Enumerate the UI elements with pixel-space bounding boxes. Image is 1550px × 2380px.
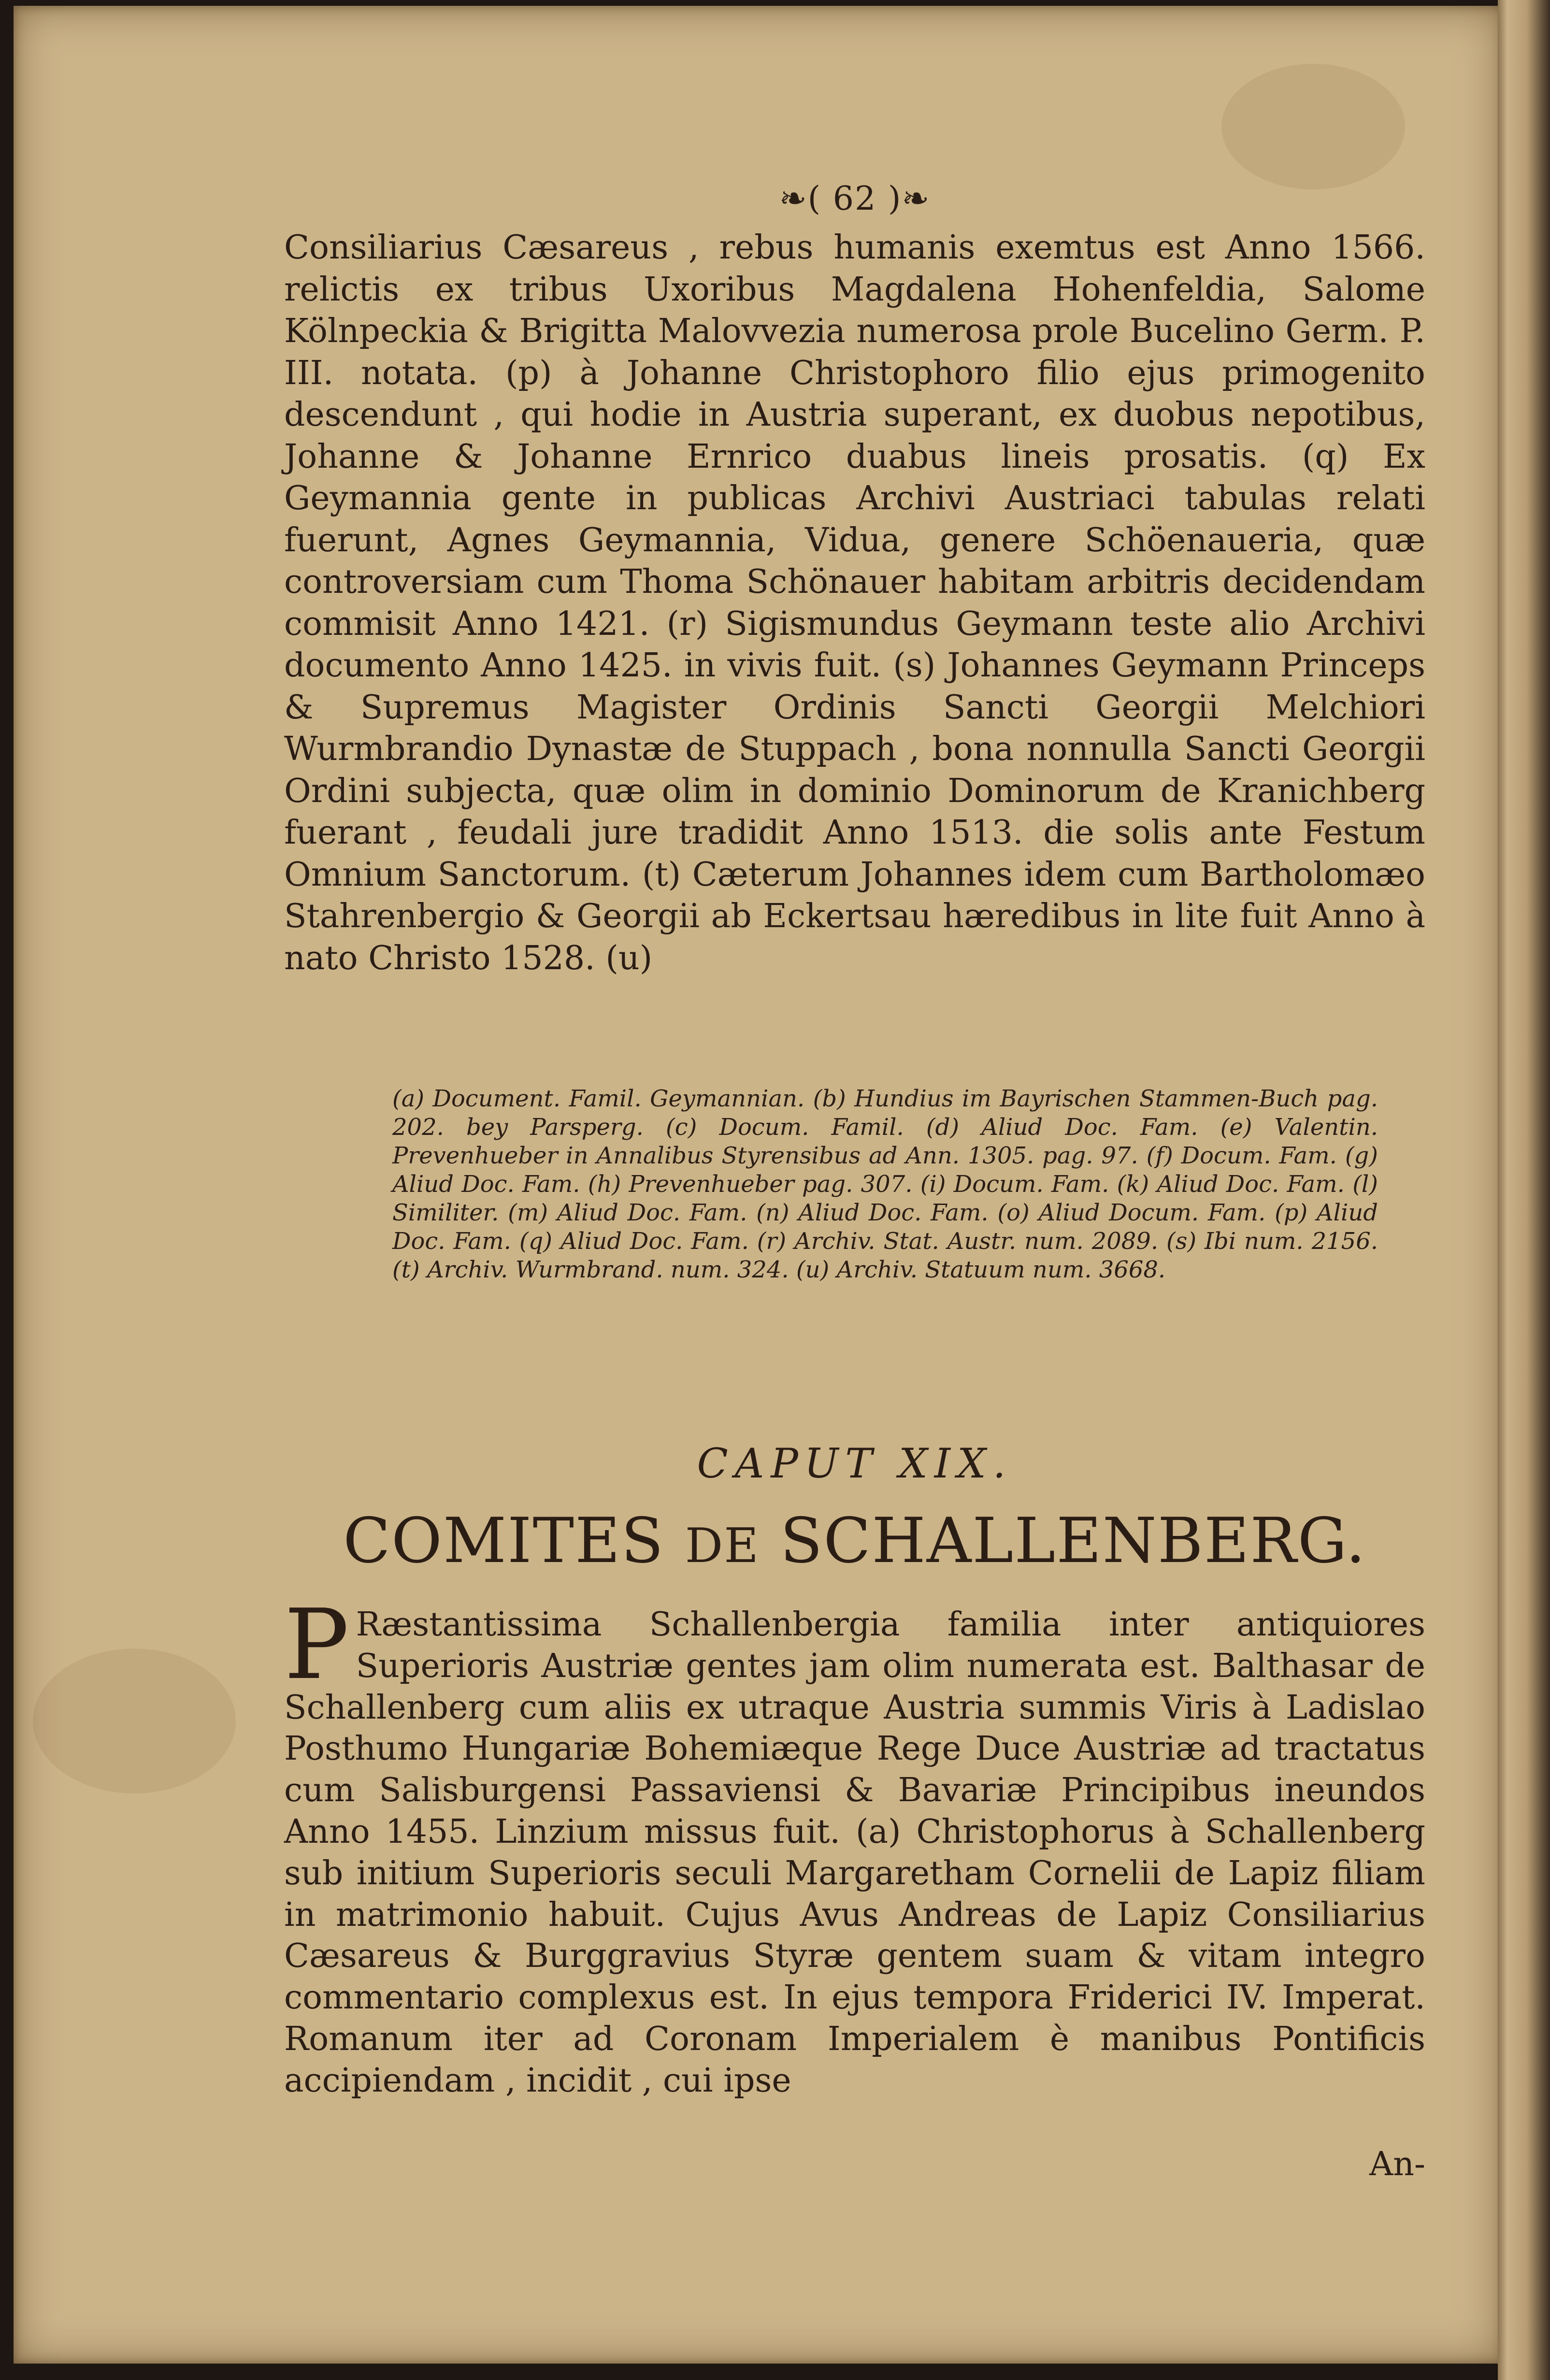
page-gutter	[1498, 0, 1550, 2380]
catchword: An-	[1369, 2145, 1425, 2183]
chapter-title-part: DE	[685, 1519, 760, 1574]
chapter-paragraph-text: Ræstantissima Schallenbergia familia inter antiquiores Superioris Austriæ gentes jam olim numerata est. Balthasar de Schallenberg cum aliis ex utraque Austria summis Viris à Ladislao Posthumo Hungariæ Bohemiæque Rege Duce Austriæ ad tractatus cum Salisburgensi Passaviensi & Bavariæ Principibus ineundos Anno 1455. Linzium missus fuit. (a) Christophorus à Schallenberg sub initium Superioris seculi Margaretham Cornelii de Lapiz filiam in matrimonio habuit. Cujus Avus Andreas de Lapiz Consiliarius Cæsareus & Burggravius Styræ gentem suam & vitam integro commentario complexus est. In ejus tempora Friderici IV. Imperat. Romanum iter ad Coronam Imperialem è manibus Pontificis accipiendam , incidit , cui ipse	[284, 1606, 1425, 2100]
chapter-title	[284, 1505, 1425, 1577]
paper-stain	[33, 1649, 236, 1793]
chapter-label: CAPUT XIX.	[697, 1440, 1013, 1487]
paper-stain	[1221, 64, 1405, 189]
body-paragraph: Consiliarius Cæsareus , rebus humanis exemtus est Anno 1566. relictis ex tribus Uxoribus Magdalena Hohenfeldia, Salome Kölnpeckia & Brigitta Malovvezia numerosa prole Bucelino Germ. P. III. notata. (p) à Johanne Christophoro filio ejus primogenito descendunt , qui hodie in Austria superant, ex duobus nepotibus, Johanne & Johanne Ernrico duabus lineis prosatis. (q) Ex Geymannia gente in publicas Archivi Austriaci tabulas relati fuerunt, Agnes Geymannia, Vidua, genere Schöenaueria, quæ controversiam cum Thoma Schönauer habitam arbitris decidendam commisit Anno 1421. (r) Sigismundus Geymann teste alio Archivi documento Anno 1425. in vivis fuit. (s) Johannes Geymann Princeps & Supremus Magister Ordinis Sancti Georgii Melchiori Wurmbrandio Dynastæ de Stuppach , bona nonnulla Sancti Georgii Ordini subjecta, quæ olim in dominio Dominorum de Kranichberg fuerant , feudali jure tradidit Anno 1513. die solis ante Festum Omnium Sanctorum. (t) Cæterum Johannes idem cum Bartholomæo Stahrenbergio & Georgii ab Eckertsau hæredibus in lite fuit Anno à nato Christo 1528. (u)	[284, 229, 1425, 977]
chapter-title-part: SCHALLENBERG.	[780, 1505, 1366, 1577]
page-header: ❧( 62 )❧	[779, 180, 931, 218]
chapter-title-part: COMITES	[343, 1505, 665, 1577]
footnotes: (a) Document. Famil. Geymannian. (b) Hundius im Bayrischen Stammen-Buch pag. 202. bey Parsperg. (c) Docum. Famil. (d) Aliud Doc. Fam. (e) Valentin. Prevenhueber in Annalibus Styrensibus ad Ann. 1305. pag. 97. (f) Docum. Fam. (g) Aliud Doc. Fam. (h) Prevenhueber pag. 307. (i) Docum. Fam. (k) Aliud Doc. Fam. (l) Similiter. (m) Aliud Doc. Fam. (n) Aliud Doc. Fam. (o) Aliud Docum. Fam. (p) Aliud Doc. Fam. (q) Aliud Doc. Fam. (r) Archiv. Stat. Austr. num. 2089. (s) Ibi num. 2156. (t) Archiv. Wurmbrand. num. 324. (u) Archiv. Statuum num. 3668.	[392, 1085, 1378, 1283]
drop-cap: P	[284, 1589, 349, 1701]
chapter-paragraph	[284, 1589, 1425, 2102]
